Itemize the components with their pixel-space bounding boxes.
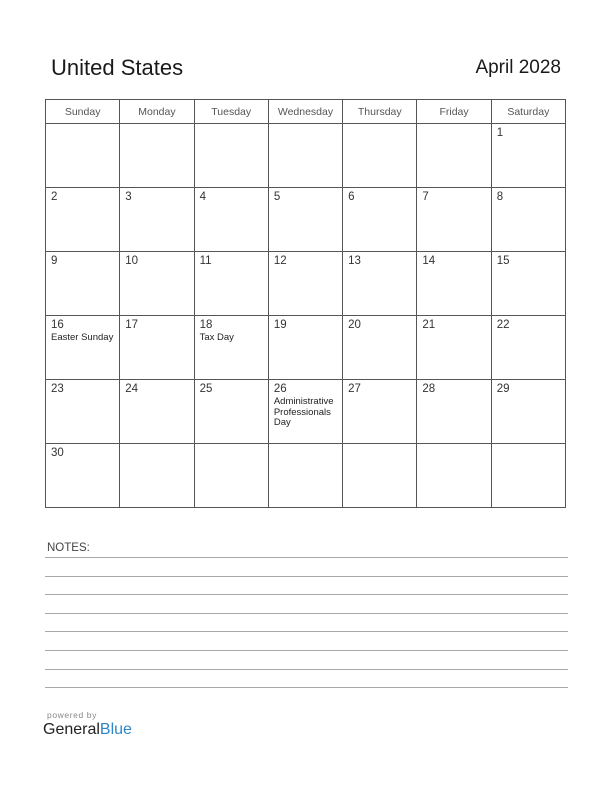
day-number: 11 <box>199 255 212 267</box>
holiday-label: Administrative Professionals Day <box>273 396 334 429</box>
day-cell <box>343 380 417 444</box>
day-cell <box>417 188 491 252</box>
day-cell <box>417 380 491 444</box>
note-line <box>45 613 568 614</box>
day-number: 23 <box>51 383 64 395</box>
day-cell <box>491 444 565 508</box>
day-cell <box>268 380 342 444</box>
day-cell <box>46 380 120 444</box>
day-cell <box>46 124 120 188</box>
week-row <box>46 188 566 252</box>
weekday-header-thursday: Thursday <box>343 100 417 124</box>
day-cell <box>194 380 268 444</box>
week-row <box>46 444 566 508</box>
day-cell <box>491 252 565 316</box>
note-line <box>45 631 568 632</box>
day-cell <box>120 188 194 252</box>
country-title: United States <box>51 55 184 80</box>
day-number: 30 <box>51 447 64 459</box>
week-row <box>46 124 566 188</box>
note-line <box>45 687 568 688</box>
day-cell <box>417 252 491 316</box>
day-number: 12 <box>273 255 287 267</box>
note-line <box>45 576 568 577</box>
weekday-header-wednesday: Wednesday <box>268 100 342 124</box>
note-line <box>45 594 568 595</box>
weekday-header-friday: Friday <box>417 100 491 124</box>
day-cell <box>417 124 491 188</box>
week-row <box>46 380 566 444</box>
day-cell <box>120 252 194 316</box>
day-cell <box>491 316 565 380</box>
day-number: 18 <box>199 319 213 331</box>
day-cell <box>268 316 342 380</box>
day-cell <box>120 444 194 508</box>
day-cell <box>268 188 342 252</box>
day-number: 24 <box>125 383 139 395</box>
day-cell <box>46 188 120 252</box>
day-number: 26 <box>273 383 287 395</box>
day-cell <box>343 188 417 252</box>
day-cell <box>46 444 120 508</box>
day-number: 25 <box>199 383 213 395</box>
day-cell <box>417 444 491 508</box>
powered-by-text: powered by <box>47 710 97 720</box>
day-cell <box>194 252 268 316</box>
day-cell <box>120 124 194 188</box>
day-cell <box>268 444 342 508</box>
day-number: 10 <box>125 255 139 267</box>
day-cell <box>194 188 268 252</box>
day-cell <box>417 316 491 380</box>
day-cell <box>491 188 565 252</box>
day-cell <box>343 316 417 380</box>
weekday-header-monday: Monday <box>120 100 194 124</box>
note-line <box>45 669 568 670</box>
day-cell <box>343 444 417 508</box>
day-cell <box>194 124 268 188</box>
day-number: 1 <box>496 127 504 139</box>
day-number: 14 <box>422 255 436 267</box>
day-number: 4 <box>199 191 206 203</box>
day-cell <box>343 124 417 188</box>
day-number: 7 <box>422 191 429 203</box>
notes-label: NOTES: <box>47 542 90 554</box>
day-number: 2 <box>51 191 58 203</box>
day-number: 17 <box>125 319 139 331</box>
holiday-label: Tax Day <box>199 332 234 344</box>
day-cell <box>194 316 268 380</box>
brand-logo <box>43 721 132 739</box>
day-number: 13 <box>348 255 361 267</box>
day-number: 8 <box>496 191 504 203</box>
day-cell <box>46 252 120 316</box>
day-number: 6 <box>348 191 355 203</box>
day-cell <box>46 316 120 380</box>
weekday-header-sunday: Sunday <box>46 100 120 124</box>
day-number: 16 <box>51 319 64 331</box>
day-number: 20 <box>348 319 361 331</box>
brand-blue: Blue <box>99 721 132 738</box>
weekday-header-saturday: Saturday <box>491 100 565 124</box>
day-number: 15 <box>496 255 510 267</box>
day-number: 19 <box>273 319 287 331</box>
day-cell <box>268 124 342 188</box>
day-cell <box>343 252 417 316</box>
month-title: April 2028 <box>475 57 561 78</box>
day-number: 5 <box>273 191 281 203</box>
note-line <box>45 650 568 651</box>
day-number: 28 <box>422 383 436 395</box>
day-cell <box>120 316 194 380</box>
day-number: 3 <box>125 191 132 203</box>
week-row <box>46 316 566 380</box>
note-line <box>45 557 568 558</box>
day-cell <box>268 252 342 316</box>
holiday-label: Easter Sunday <box>51 332 114 344</box>
day-number: 9 <box>51 255 58 267</box>
brand-general: General <box>43 721 100 738</box>
day-cell <box>491 124 565 188</box>
week-row <box>46 252 566 316</box>
day-cell <box>120 380 194 444</box>
calendar-grid <box>45 99 566 508</box>
day-cell <box>194 444 268 508</box>
day-cell <box>491 380 565 444</box>
day-number: 21 <box>422 319 436 331</box>
day-number: 29 <box>496 383 510 395</box>
day-number: 22 <box>496 319 510 331</box>
weekday-header-row <box>46 100 566 124</box>
day-number: 27 <box>348 383 361 395</box>
weekday-header-tuesday: Tuesday <box>194 100 268 124</box>
